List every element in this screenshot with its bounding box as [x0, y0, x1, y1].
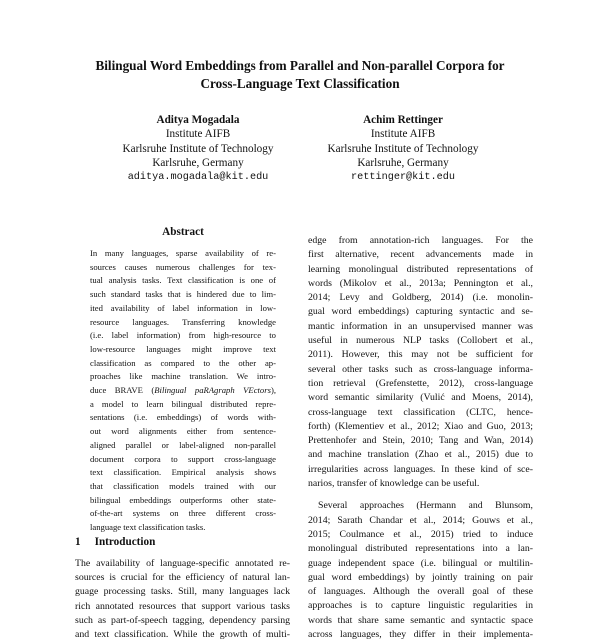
paper-title [60, 57, 540, 93]
text-line: across languages, they differ in their implementa- [308, 629, 533, 641]
author-email[interactable]: aditya.mogadala@kit.edu [127, 171, 269, 183]
text-line: forth) (Klementiev et al., 2012; Xiao and Guo, 2013; [308, 420, 533, 432]
abstract-line: sentations (i.e. embeddings) of words with- [90, 412, 276, 423]
author-city: Karlsruhe, Germany [357, 157, 449, 170]
abstract-line: (i.e. label information) from high-resource to [90, 330, 276, 341]
abstract-text [90, 247, 276, 535]
text-line: Several approaches (Hermann and Blunsom, [318, 500, 533, 512]
text-line: gual word embeddings) by jointly training on pair [308, 571, 533, 583]
abstract-line: resource languages. Transferring knowledge [90, 316, 276, 327]
text-line: 2011). However, this may not be sufficient for [308, 349, 533, 361]
abstract-line: language text classification tasks. [90, 522, 206, 533]
author-block-2 [288, 113, 518, 185]
text-line: 2015; Coulmance et al., 2015) tried to induce [308, 528, 533, 540]
text-line: approaches is to capture linguistic regularities in [308, 600, 533, 612]
text-line: cross-language text classification (CLTC, hence- [308, 406, 533, 418]
abstract-heading: Abstract [162, 226, 204, 238]
abstract-line: In many languages, sparse availability of re- [90, 248, 276, 258]
section-title: Introduction [94, 536, 156, 548]
text-line: and machine translation (Zhao et al., 2015) due to [308, 449, 533, 461]
text-line: guage independent space (i.e. bilingual or multilin- [308, 557, 533, 569]
text-line: edge from annotation-rich languages. For the [308, 235, 533, 246]
text-line: narios, transfer of knowledge can be useful. [308, 478, 480, 490]
abstract-line: low-resource languages might improve text [90, 343, 276, 354]
abstract-line: a model to learn bilingual distributed repre- [90, 398, 276, 409]
abstract-line: that classification models trained with our [90, 480, 276, 491]
text-line: several other tasks such as cross-language informa- [308, 363, 533, 375]
author-institute: Institute AIFB [165, 128, 231, 141]
right-column-text [308, 234, 533, 642]
text-line: irregularities across languages. In these kind of sce- [308, 463, 533, 475]
text-line: 2014; Levy and Goldberg, 2014) (i.e. monolin- [308, 292, 533, 304]
text-line: guage processing tasks. Still, many languages lack [75, 586, 290, 598]
text-line: first alternative, recent advancements made in [308, 249, 533, 261]
text-line: 2014; Sarath Chandar et al., 2014; Gouws et al., [308, 514, 533, 526]
text-line: mantic information in an unsupervised manner was [308, 320, 533, 332]
abstract-line: ited availability of label information in low- [90, 302, 276, 313]
author-name: Achim Rettinger [363, 114, 443, 126]
text-line: words that share same semantic and syntactic space [308, 614, 533, 626]
text-line: and text classification. While the growth of multi- [75, 629, 290, 641]
text-line: gual word embeddings) capturing syntactic and se- [308, 306, 533, 318]
section-number: 1 [75, 536, 81, 548]
text-line: rich annotated resources that support various tasks [75, 600, 290, 612]
section-heading-introduction [75, 536, 155, 548]
text-line: words (Mikolov et al., 2013a; Pennington et al., [308, 277, 533, 289]
text-line: of languages. Although the overall goal of these [308, 586, 533, 598]
abstract-line: duce BRAVE (Bilingual paRAgraph VEctors), [90, 385, 276, 396]
text-line: The availability of language-specific annotated re- [75, 558, 290, 569]
abstract-line: bilingual embeddings outperforms other state- [90, 494, 276, 505]
abstract-line: document corpora to support cross-language [90, 453, 276, 464]
text-line: Prettenhofer and Stein, 2010; Tang and Wan, 2014) [308, 435, 533, 447]
text-line: tion retrieval (Grefenstette, 2012), cross-language [308, 377, 533, 389]
title-line-1: Bilingual Word Embeddings from Parallel and Non-parallel Corpora for [95, 58, 505, 73]
text-line: such as part-of-speech tagging, dependency parsing [75, 614, 290, 626]
abstract-line: such standard tasks that is hindered due to lim- [90, 289, 276, 300]
text-line: monolingual distributed representations into a lan- [308, 543, 533, 555]
abstract-line: proaches like machine translation. We intro- [90, 371, 276, 382]
text-line: sources is crucial for the efficiency of natural lan- [75, 572, 290, 584]
author-name: Aditya Mogadala [156, 114, 240, 126]
abstract-line: of-the-art systems on three different cross- [90, 508, 276, 519]
text-line: useful in numerous NLP tasks (Collobert et al., [308, 335, 533, 347]
title-line-2: Cross-Language Text Classification [200, 76, 400, 91]
author-email[interactable]: rettinger@kit.edu [351, 171, 455, 183]
abstract-line: out word alignments either from sentence- [90, 426, 276, 437]
author-institute: Institute AIFB [370, 128, 436, 141]
text-line: learning monolingual distributed representations of [308, 263, 533, 275]
author-block-1 [83, 113, 313, 185]
abstract-line: text classification. Empirical analysis shows [90, 467, 276, 478]
abstract-line: aligned parallel or label-aligned non-parallel [90, 439, 276, 450]
abstract-line: sources causes numerous challenges for tex- [90, 261, 276, 272]
abstract-line: classification as compared to the other ap- [90, 357, 276, 368]
author-university: Karlsruhe Institute of Technology [327, 142, 479, 155]
paragraph-gap [308, 491, 533, 499]
abstract-line: tual analysis tasks. Text classification is one of [90, 275, 276, 286]
author-city: Karlsruhe, Germany [152, 157, 244, 170]
text-line: word semantic similarity (Vulić and Moens, 2014), [308, 392, 533, 404]
author-university: Karlsruhe Institute of Technology [122, 142, 274, 155]
